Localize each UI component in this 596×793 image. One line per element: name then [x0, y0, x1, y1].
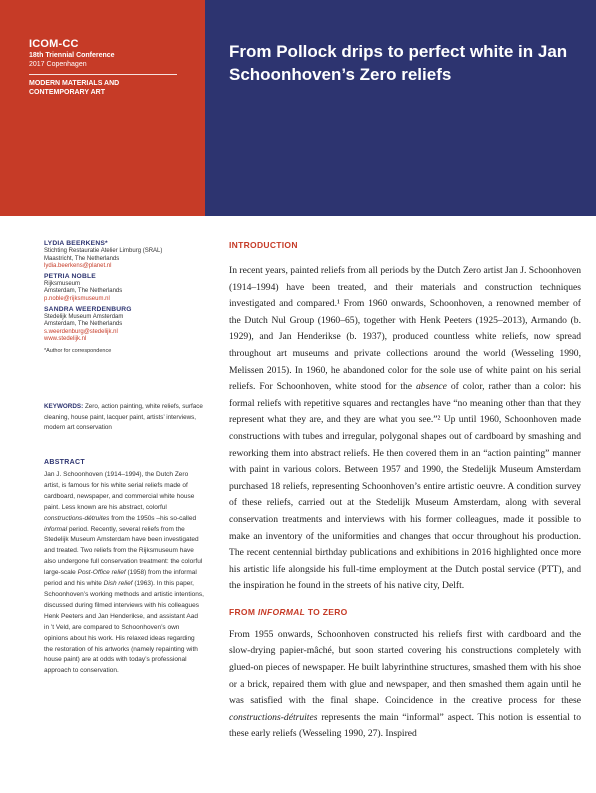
author-email-link[interactable]: lydia.beerkens@planet.nl: [44, 263, 112, 270]
main-column: [229, 240, 581, 743]
author-entry: [44, 306, 199, 344]
author-location: Maastricht, The Netherlands: [44, 255, 120, 262]
paper-title: From Pollock drips to perfect white in Jan Schoonhoven’s Zero reliefs: [229, 42, 568, 84]
conference-name: 18th Triennial Conference: [29, 52, 115, 59]
correspondence-note: *Author for correspondence: [44, 347, 112, 354]
author-affiliation: Stichting Restauratie Atelier Limburg (SRAL): [44, 248, 163, 254]
keywords-text: Zero, action painting, white reliefs, surface cleaning, house paint, lacquer paint, artists’ interviews, modern art conservation: [44, 403, 203, 432]
author-location: Amsterdam, The Netherlands: [44, 288, 123, 295]
keywords-label: KEYWORDS:: [44, 403, 84, 410]
section-text-informal-to-zero: From 1955 onwards, Schoonhoven constructed his reliefs first with cardboard and the slow-drying papier-mâché, but soon started covering his constructions completely with glued-on pieces of newspaper. He built labyrinthine structures, smashed them with his shoe or a brick, repaired them with glue and newspaper, and then smashed them again until he was satisfied with the final shape. Coincidence in the creative process for these constructions-détruites represents the main “informal” aspect. This notion is essential to these early reliefs (Wesseling 1990, 27). Inspired: [229, 628, 581, 740]
abstract-heading: ABSTRACT: [44, 459, 85, 466]
author-email-link[interactable]: s.weerdenburg@stedelijk.nl: [44, 328, 118, 335]
author-name: LYDIA BEERKENS*: [44, 240, 108, 247]
author-name: PETRIA NOBLE: [44, 272, 96, 280]
author-entry: [44, 240, 199, 271]
author-email-link[interactable]: p.noble@rijksmuseum.nl: [44, 295, 110, 302]
author-website-link[interactable]: www.stedelijk.nl: [44, 336, 87, 343]
working-group-topic: MODERN MATERIALS AND CONTEMPORARY ART: [29, 80, 120, 96]
author-affiliation: Rijksmuseum: [44, 280, 81, 287]
conference-city-year: 2017 Copenhagen: [29, 61, 87, 68]
keywords: [44, 402, 204, 434]
abstract-text: Jan J. Schoonhoven (1914–1994), the Dutch Zero artist, is famous for his white serial reliefs made of cardboard, newspaper, and commercial white house paint. Less known are his abstract, colorful constructions-détruites from the 1950s –his so-called informal period. Recently, several reliefs from the Stedelijk Museum Amsterdam have been investigated and treated. Two reliefs from the Rijksmuseum have also undergone full conservation treatment: the colorful large-scale Post-Office relief (1958) from the informal period and his white Dish relief (1963). In this paper, Schoonhoven’s working methods and artistic intentions, discussed during filmed interviews with his colleagues Henk Peeters and Jan Henderikse, and assistant Aad in ’t Veld, are compared to Schoonhoven’s own opinions about his work. His relaxed ideas regarding the restoration of his artworks (namely repainting with house paint) are at odds with today’s professional approach to conservation.: [44, 471, 204, 675]
introduction-heading: INTRODUCTION: [229, 240, 298, 250]
title-banner: [205, 0, 596, 216]
conference-banner: [0, 0, 205, 216]
abstract-section: [44, 459, 204, 677]
section-heading-informal-to-zero: FROM INFORMAL TO ZERO: [229, 606, 348, 617]
author-affiliation: Stedelijk Museum Amsterdam: [44, 313, 124, 320]
author-entry: [44, 273, 199, 304]
author-location: Amsterdam, The Netherlands: [44, 321, 123, 328]
organization-name: ICOM-CC: [29, 38, 79, 50]
introduction-text: In recent years, painted reliefs from all periods by the Dutch Zero artist Jan J. Schoonhoven (1914–1994) have been treated, and their materials and construction techniques investigated and compared.¹ From 1960 onwards, Schoonhoven, a renowned member of the Dutch Nul Group (1960–65), together with Henk Peeters (1925–2013), Armando (b. 1929), and Jan Henderikse (b. 1937), produced countless white reliefs, now spread throughout art museums and private collections around the world (Wesseling 1990, Melissen 2015). In 1960, he abandoned color for the sole use of white paint on his serial reliefs. For Schoonhoven, white stood for the absence of color, rather than a color: his formal reliefs with repetitive squares and rectangles have “no meaning other than that they represent what they are, and they are what you see.”² Up until 1960, Schoonhoven made constructions with tubes and irregular, polygonal shapes out of cardboard by smashing and reworking them into abstract reliefs. He then covered them in an “action painting” manner with paint in various colors. Between 1957 and 1990, the Stedelijk Museum Amsterdam purchased 18 reliefs, representing Schoonhoven’s entire artistic oeuvre. A condition survey of these reliefs, carried out at the Stedelijk Museum Amsterdam, along with several conservation treatments and interviews with his former colleagues, made it possible to make an inventory of the uniformities and changes that occur throughout his production. The recent centennial birthday publications and exhibitions in 2016 highlighted once more his artistic life alongside his full-time employment at the Dutch postal service (PTT), and the inspiration he found in the streets of his native city, Delft.: [229, 265, 581, 592]
author-name: SANDRA WEERDENBURG: [44, 305, 132, 313]
author-list: [44, 240, 199, 355]
banner-divider: [29, 74, 177, 75]
